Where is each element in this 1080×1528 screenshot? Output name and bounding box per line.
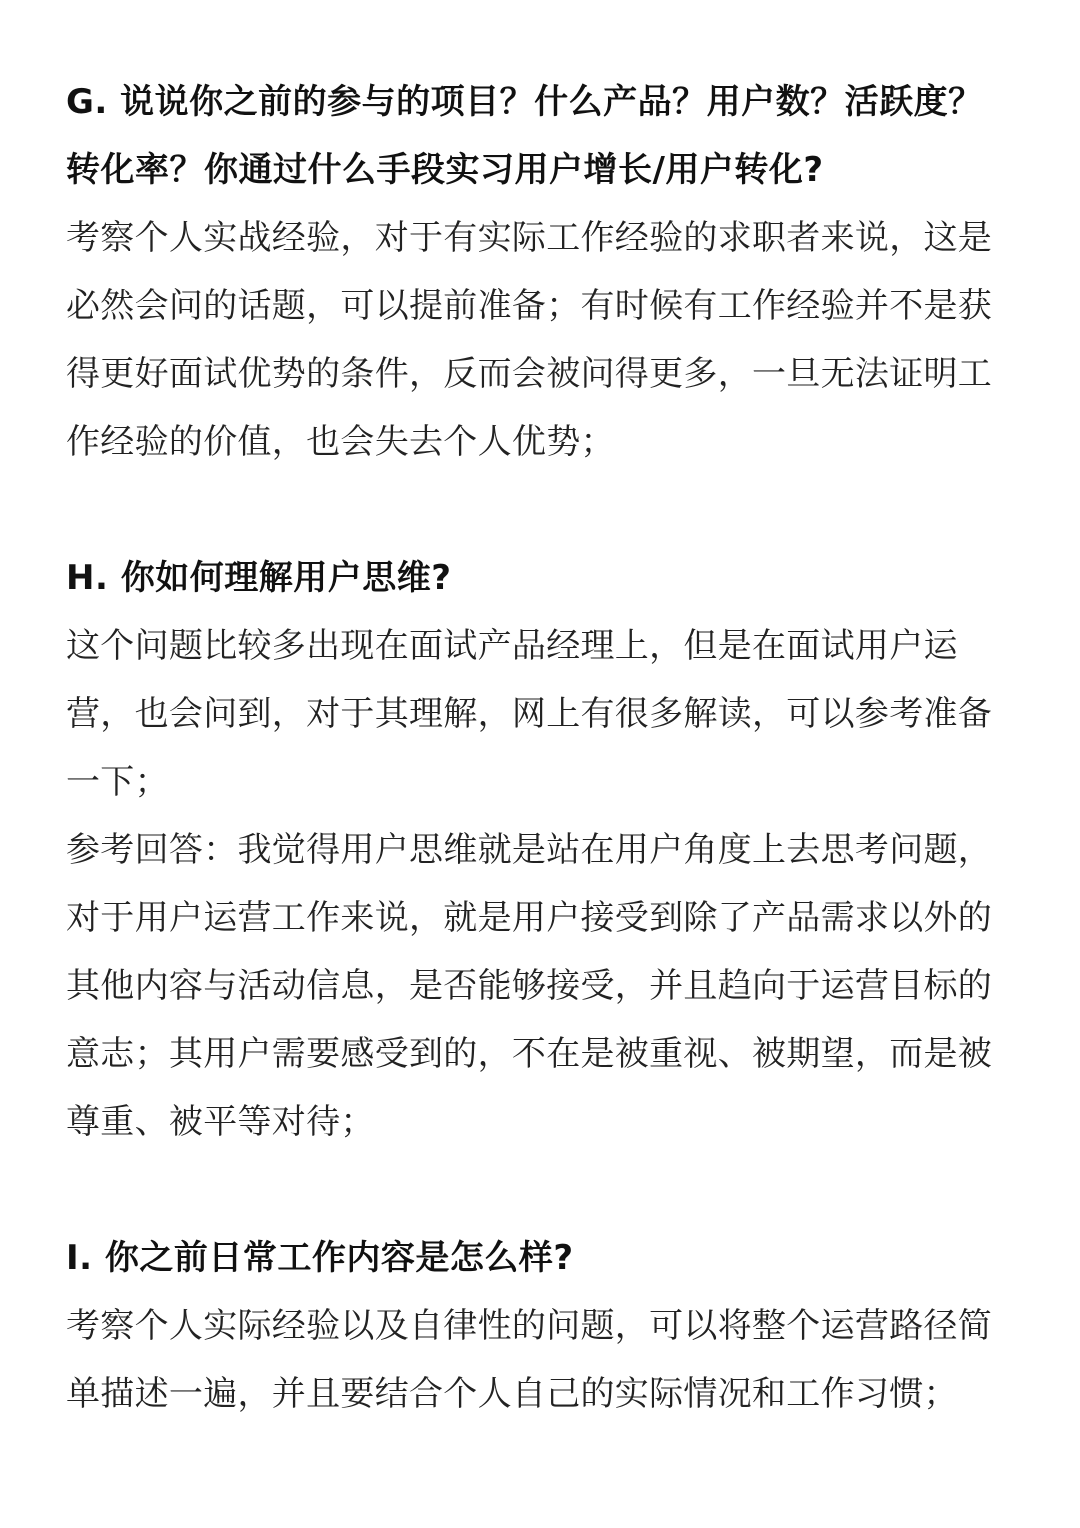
section-g [66,68,1014,476]
answer-paragraph: 考察个人实战经验，对于有实际工作经验的求职者来说，这是必然会问的话题，可以提前准备；有时候有工作经验并不是获得更好面试优势的条件，反而会被问得更多，一旦无法证明工作经验的价值，也会失去个人优势； [66,218,993,462]
section-h [66,544,1014,1156]
reference-answer-paragraph: 参考回答：我觉得用户思维就是站在用户角度上去思考问题，对于用户运营工作来说，就是用户接受到除了产品需求以外的其他内容与活动信息，是否能够接受，并且趋向于运营目标的意志；其用户需要感受到的，不在是被重视、被期望，而是被尊重、被平等对待； [66,830,993,1142]
question-title: G. 说说你之前的参与的项目？什么产品？用户数？活跃度？转化率？你通过什么手段实习用户增长/用户转化? [66,82,983,190]
question-title: H. 你如何理解用户思维? [66,558,452,598]
question-title: I. 你之前日常工作内容是怎么样? [66,1238,574,1278]
answer-paragraph: 这个问题比较多出现在面试产品经理上，但是在面试用户运营，也会问到，对于其理解，网上有很多解读，可以参考准备一下； [66,626,993,802]
answer-paragraph: 考察个人实际经验以及自律性的问题，可以将整个运营路径简单描述一遍，并且要结合个人自己的实际情况和工作习惯； [66,1306,993,1414]
section-i [66,1224,1014,1428]
